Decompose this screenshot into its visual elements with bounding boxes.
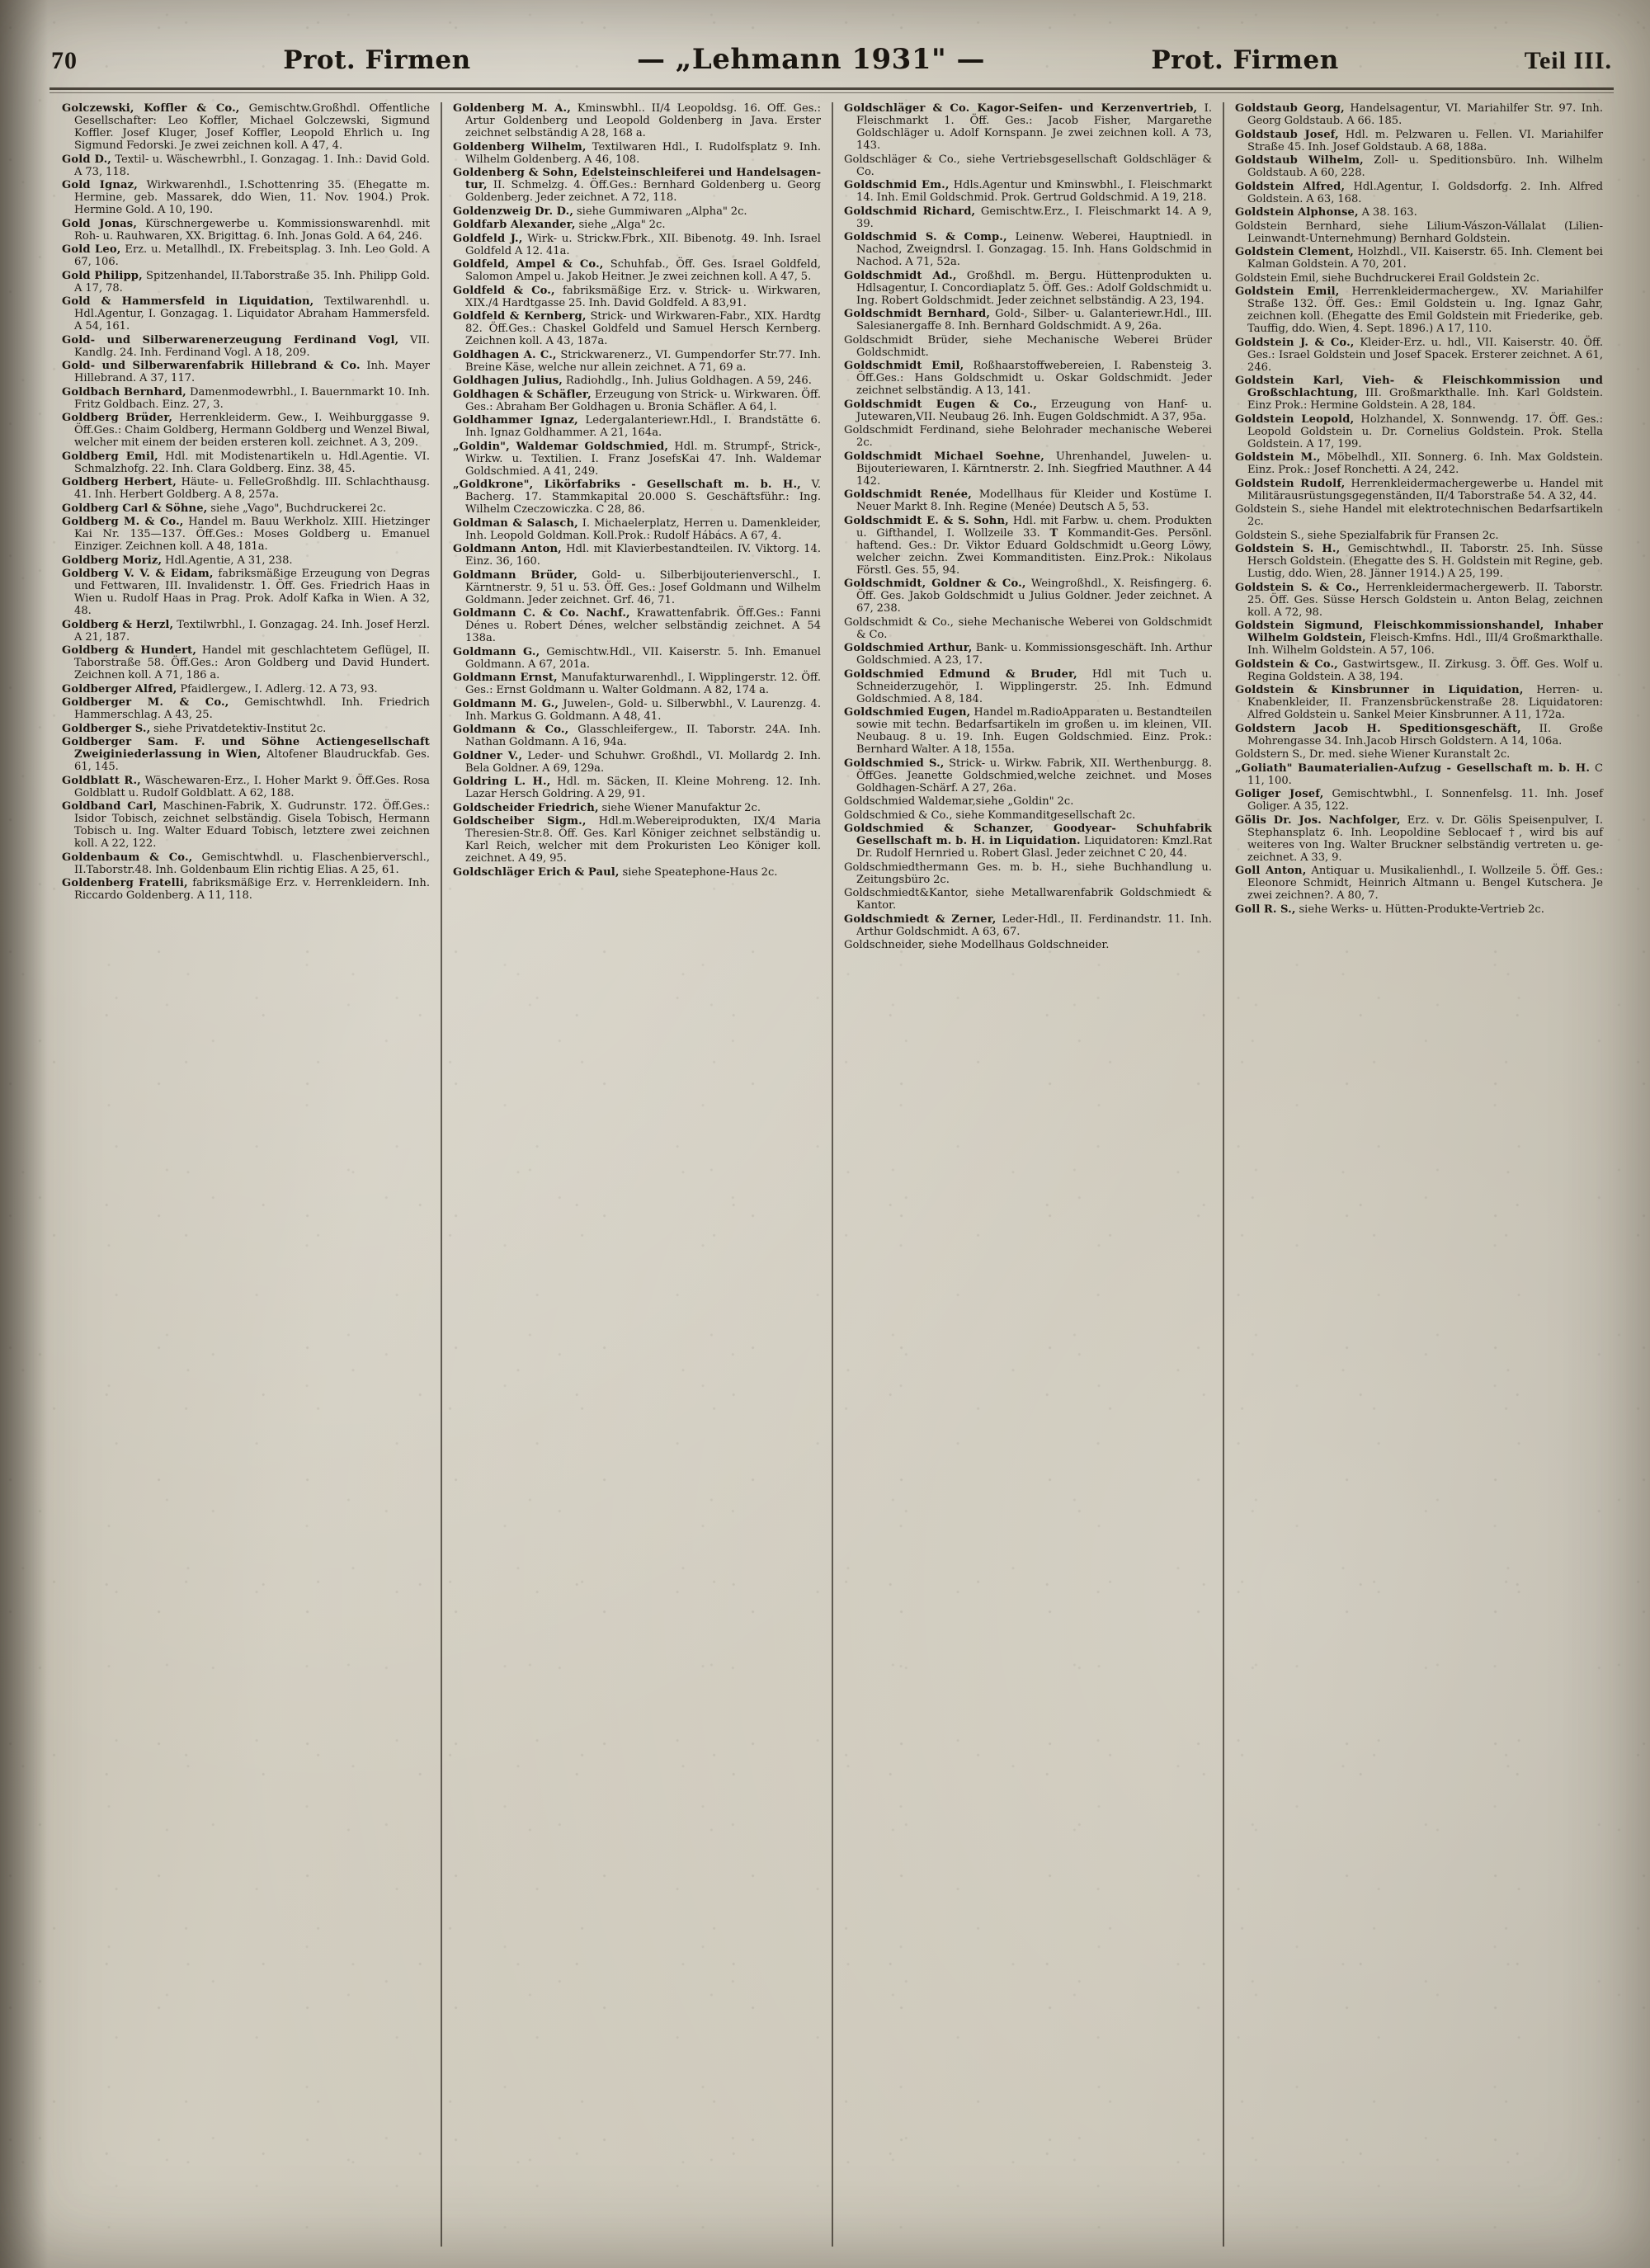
header-rule-thin <box>50 92 1614 93</box>
directory-entry: Goldschmied S., Strick- u. Wirkw. Fabrik, XII. Werthenburgg. 8. ÖffGes. Jeanette Goldschmied,welche zeichnet. und Moses Goldhagen-Schärf. A 27, 26a. <box>844 757 1213 795</box>
directory-entry: Goldfarb Alexander, siehe „Alga" 2c. <box>453 219 666 231</box>
directory-entry: Goldblatt R., Wäschewaren-Erz., I. Hoher Markt 9. Öff.Ges. Rosa Goldblatt u. Rudolf Goldblatt. A 62, 188. <box>62 774 430 799</box>
directory-entry: Goldenberg M. A., Kminswbhl.. II/4 Leopoldsg. 16. Öff. Ges.: Artur Goldenberg und Leopold Goldenberg in Java. Erster zeichnet selbständig A 28, 168 a. <box>453 102 821 139</box>
header-rule <box>50 87 1614 90</box>
directory-entry: Goldenberg Fratelli, fabriksmäßige Erz. v. Herrenkleidern. Inh. Riccardo Goldenberg. A 11, 118. <box>62 877 430 902</box>
directory-entry: Goldstaub Wilhelm, Zoll- u. Speditionsbüro. Inh. Wilhelm Goldstaub. A 60, 228. <box>1235 154 1603 179</box>
directory-entry: Goldschläger & Co., siehe Vertriebsgesellschaft Goldschläger & Co. <box>844 153 1212 178</box>
directory-entry: Goldschmidt Ad., Großhdl. m. Bergu. Hüttenprodukten u. Hdlsagentur, I. Concordiaplatz 5. Öff. Ges.: Adolf Goldschmidt u. Ing. Robert Goldschmidt. Jeder zeichnet selbständig. A 23, 194. <box>844 269 1212 307</box>
directory-entry: Goldschläger & Co. Kagor-Seifen- und Kerzenvertrieb, I. Fleischmarkt 1. Öff. Ges.: Jacob Fisher, Margarethe Goldschläger u. Adolf Kornspann. Je zwei zeichnen koll. A 73, 143. <box>844 102 1212 152</box>
header-left-label: Prot. Firmen <box>283 45 471 75</box>
directory-entry: Gölis Dr. Jos. Nachfolger, Erz. v. Dr. Gölis Speisenpulver, I. Stephansplatz 6. Inh. Leopoldine Seblocaef †, wird bis auf weiteres von Ing. Walter Bruckner selbständig vertreten u. gezeichnet. A 33, 9. <box>1235 813 1603 864</box>
directory-entry: Goldenberg & Sohn, Edelsteinschleiferei und Handelsagentur, II. Schmelzg. 4. Öff.Ges.: Bernhard Goldenberg u. Georg Goldenberg. Jeder zeichnet. A 72, 118. <box>453 167 821 204</box>
directory-entry: Goldschmidt, Goldner & Co., Weingroßhdl., X. Reisfingerg. 6. Öff. Ges. Jakob Goldschmidt u Julius Goldner. Jeder zeichnet. A 67, 238. <box>844 578 1212 615</box>
page-number: 70 <box>51 47 78 74</box>
directory-entry: Goldhagen & Schäfler, Erzeugung von Strick- u. Wirkwaren. Öff. Ges.: Abraham Ber Goldhagen u. Bronia Schäfler. A 64, l. <box>453 388 822 413</box>
directory-entry: Goldschmid Em., Hdls.Agentur und Kminswbhl., I. Fleischmarkt 14. Inh. Emil Goldschmid. Prok. Gertrud Goldschmid. A 19, 218. <box>844 179 1213 204</box>
directory-entry: Goldschmid Richard, Gemischtw.Erz., I. Fleischmarkt 14. A 9, 39. <box>844 205 1212 230</box>
directory-entry: Goldstein Bernhard, siehe Lilium-Vászon-Vállalat (Lilien-Leinwandt-Unternehmung) Bernhard Goldstein. <box>1235 219 1603 245</box>
directory-entry: Goldstein Alphonse, A 38. 163. <box>1235 206 1417 219</box>
directory-entry: Gold Leo, Erz. u. Metallhdl., IX. Frebeitsplag. 3. Inh. Leo Gold. A 67, 106. <box>62 243 430 268</box>
column-2 <box>441 102 832 2247</box>
directory-entry: Goldstein Sigmund, Fleischkommissionshandel, Inhaber Wilhelm Goldstein, Fleisch-Kmfns. Hdl., III/4 Großmarkthalle. Inh. Wilhelm Goldstein. A 57, 106. <box>1235 620 1603 657</box>
header-title: — „Lehmann 1931" — <box>636 43 986 76</box>
directory-entry: Gold & Hammersfeld in Liquidation, Textilwarenhdl. u. Hdl.Agentur, I. Gonzagag. 1. Liquidator Abraham Hammersfeld. A 54, 161. <box>62 295 430 332</box>
directory-entry: Goldberger S., siehe Privatdetektiv-Institut 2c. <box>62 722 327 735</box>
directory-entry: Goldschmid S. & Comp., Leinenw. Weberei, Hauptniedl. in Nachod, Zweigndrsl. I. Gonzagag. 15. Inh. Hans Goldschmid in Nachod. A 71, 52a. <box>844 231 1212 268</box>
directory-entry: Goldberger M. & Co., Gemischtwhdl. Inh. Friedrich Hammerschlag. A 43, 25. <box>62 696 430 721</box>
directory-entry: Goldfeld J., Wirk- u. Strickw.Fbrk., XII. Bibenotg. 49. Inh. Israel Goldfeld A 12. 41a. <box>453 232 821 257</box>
directory-entry: Goldstein Clement, Holzhdl., VII. Kaiserstr. 65. Inh. Clement bei Kalman Goldstein. A 70, 201. <box>1235 246 1603 271</box>
directory-entry: Goldstein Emil, siehe Buchdruckerei Erail Goldstein 2c. <box>1235 271 1539 285</box>
directory-entry: Goldstein M., Möbelhdl., XII. Sonnerg. 6. Inh. Max Goldstein. Einz. Prok.: Josef Ronchetti. A 24, 242. <box>1235 451 1603 476</box>
directory-entry: Goldfeld & Kernberg, Strick- und Wirkwaren-Fabr., XIX. Hardtg 82. Öff.Ges.: Chaskel Goldfeld und Samuel Hersch Kernberg. Zeichnen koll. A 43, 187a. <box>453 310 822 347</box>
page-left-shadow <box>0 0 48 2268</box>
directory-entry: Goldner V., Leder- und Schuhwr. Großhdl., VI. Mollardg 2. Inh. Bela Goldner. A 69, 129a. <box>453 749 821 775</box>
directory-entry: Gold Jonas, Kürschnergewerbe u. Kommissionswarenhdl. mit Roh- u. Rauhwaren, XX. Brigittag. 6. Inh. Jonas Gold. A 64, 246. <box>62 217 430 243</box>
directory-entry: Goldmann C. & Co. Nachf., Krawattenfabrik. Öff.Ges.: Fanni Dénes u. Robert Dénes, welcher selbständig zeichnet. A 54 138a. <box>453 607 821 644</box>
directory-entry: Goldstein J. & Co., Kleider-Erz. u. hdl., VII. Kaiserstr. 40. Öff. Ges.: Israel Goldstein und Josef Spacek. Ersterer zeichnet. A 61, 246. <box>1235 336 1603 374</box>
directory-entry: „Goldkrone", Likörfabriks - Gesellschaft m. b. H., V. Bacherg. 17. Stammkapital 20.000 S. Geschäftsführ.: Ing. Wilhelm Czeczowiczka. C 28, 86. <box>453 479 821 516</box>
directory-entry: Goldstein Alfred, Hdl.Agentur, I. Goldsdorfg. 2. Inh. Alfred Goldstein. A 63, 168. <box>1235 180 1603 205</box>
directory-entry: Goldberger Alfred, Pfaidlergew., I. Adlerg. 12. A 73, 93. <box>62 682 378 695</box>
directory-entry: Goldhagen A. C., Strickwarenerz., VI. Gumpendorfer Str.77. Inh. Breine Käse, welche nur allein zeichnet. A 71, 69 a. <box>453 348 821 374</box>
header-right-label: Prot. Firmen <box>1151 45 1339 75</box>
directory-entry: Goldstein Leopold, Holzhandel, X. Sonnwendg. 17. Öff. Ges.: Leopold Goldstein u. Dr. Cornelius Goldstein. Prok. Stella Goldstein. A 17, 199. <box>1235 413 1603 450</box>
directory-entry: Goldmann Brüder, Gold- u. Silberbijouterienverschl., I. Kärntnerstr. 9, 51 u. 53. Öff. Ges.: Josef Goldmann und Wilhelm Goldmann. Jeder zeichnet. Grf. 46, 71. <box>453 568 822 606</box>
directory-entry: Goldstein Rudolf, Herrenkleidermachergewerbe u. Handel mit Militärausrüstungsgegenständen, II/4 Taborstraße 54. A 32, 44. <box>1235 477 1603 502</box>
directory-entry: Gold D., Textil- u. Wäschewrbhl., I. Gonzagag. 1. Inh.: David Gold. A 73, 118. <box>62 153 430 178</box>
directory-entry: Goldmann G., Gemischtw.Hdl., VII. Kaiserstr. 5. Inh. Emanuel Goldmann. A 67, 201a. <box>453 645 821 671</box>
directory-entry: Gold Ignaz, Wirkwarenhdl., I.Schottenring 35. (Ehegatte m. Hermine, geb. Massarek, ddo Wien, 11. Nov. 1904.) Prok. Hermine Gold. A 10, 190. <box>62 179 430 216</box>
directory-entry: Goldmann Anton, Hdl. mit Klavierbestandteilen. IV. Viktorg. 14. Einz. 36, 160. <box>453 543 821 568</box>
directory-entry: Goldfeld & Co., fabriksmäßige Erz. v. Strick- u. Wirkwaren, XIX./4 Hardtgasse 25. Inh. David Goldfeld. A 83,91. <box>453 284 821 309</box>
directory-entry: Goldschmidt Ferdinand, siehe Belohrader mechanische Weberei 2c. <box>844 424 1212 449</box>
directory-entry: Goldenberg Wilhelm, Textilwaren Hdl., I. Rudolfsplatz 9. Inh. Wilhelm Goldenberg. A 46, 108. <box>453 140 821 166</box>
directory-entry: Goldstern S., Dr. med. siehe Wiener Kuranstalt 2c. <box>1235 748 1511 761</box>
directory-entry: Goldman & Salasch, I. Michaelerplatz, Herren u. Damenkleider, Inh. Leopold Goldman. Koll.Prok.: Rudolf Hábács. A 67, 4. <box>453 516 822 542</box>
directory-entry: Goldberg & Hundert, Handel mit geschlachtetem Geflügel, II. Taborstraße 58. Öff.Ges.: Aron Goldberg und David Hundert. Zeichnen koll. A 71, 186 a. <box>62 644 430 681</box>
directory-entry: Goldschmied Waldemar,siehe „Goldin" 2c. <box>844 795 1074 808</box>
directory-entry: Goldberg V. V. & Eidam, fabriksmäßige Erzeugung von Degras und Fettwaren, III. Invalidenstr. 1. Öff. Ges. Friedrich Haas in Wien u. Rudolf Haas in Prag. Prok. Adolf Kafka in Wien. A 32, 48. <box>62 568 430 617</box>
page-header <box>51 43 1612 84</box>
directory-entry: Goldstein S., siehe Handel mit elektrotechnischen Bedarfsartikeln 2c. <box>1235 503 1603 528</box>
directory-entry: Goldmann M. G., Juwelen-, Gold- u. Silberwbhl., V. Laurenzg. 4. Inh. Markus G. Goldmann. A 48, 41. <box>453 697 821 723</box>
directory-entry: Goldscheiber Sigm., Hdl.m.Webereiprodukten, IX/4 Maria Theresien-Str.8. Öff. Ges. Karl Königer zeichnet selbständig u. Karl Reich, welcher mit dem Prokuristen Leo Königer koll. zeichnet. A 49, 95. <box>453 815 821 865</box>
directory-entry: Goldschmied Eugen, Handel m.RadioApparaten u. Bestandteilen sowie mit techn. Bedarfsartikeln im großen u. im kleinen, VII. Neubaug. 8 u. 19. Inh. Eugen Goldschmied. Einz. Prok.: Bernhard Walter. A 18, 155a. <box>844 706 1213 756</box>
directory-entry: Goldstaub Josef, Hdl. m. Pelzwaren u. Fellen. VI. Mariahilfer Straße 45. Inh. Josef Goldstaub. A 68, 188a. <box>1235 128 1603 153</box>
directory-entry: Goldschmiedthermann Ges. m. b. H., siehe Buchhandlung u. Zeitungsbüro 2c. <box>844 861 1212 886</box>
directory-entry: „Goliath" Baumaterialien-Aufzug - Gesellschaft m. b. H. C 11, 100. <box>1235 762 1603 787</box>
directory-entry: Goldenzweig Dr. D., siehe Gummiwaren „Alpha" 2c. <box>453 205 747 218</box>
directory-entry: Goldschmiedt & Zerner, Leder-Hdl., II. Ferdinandstr. 11. Inh. Arthur Goldschmidt. A 63, 67. <box>844 912 1212 938</box>
directory-entry: Goldschmidt Renée, Modellhaus für Kleider und Kostüme I. Neuer Markt 8. Inh. Regine (Menée) Deutsch A 5, 53. <box>844 488 1212 513</box>
directory-entry: Goldmann & Co., Glasschleifergew., II. Taborstr. 24A. Inh. Nathan Goldmann. A 16, 94a. <box>453 724 821 748</box>
column-1 <box>51 102 441 2247</box>
directory-entry: Goldberg Emil, Hdl. mit Modistenartikeln u. Hdl.Agentie. VI. Schmalzhofg. 22. Inh. Clara Goldberg. Einz. 38, 45. <box>62 450 430 475</box>
directory-entry: Goldscheider Friedrich, siehe Wiener Manufaktur 2c. <box>453 801 761 814</box>
directory-entry: Goldschmied & Co., siehe Kommanditgesellschaft 2c. <box>844 809 1136 822</box>
directory-entry: Goldberg M. & Co., Handel m. Bauu Werkholz. XIII. Hietzinger Kai Nr. 135—137. Öff.Ges.: Moses Goldberg u. Emanuel Einziger. Zeichnen koll. A 48, 181a. <box>62 516 430 553</box>
directory-entry: Goldschmied Arthur, Bank- u. Kommissionsgeschäft. Inh. Arthur Goldschmied. A 23, 17. <box>844 642 1213 667</box>
directory-entry: Goldstein S. & Co., Herrenkleidermachergewerb. II. Taborstr. 25. Öff. Ges. Süsse Hersch Goldstein u. Anton Belag, zeichnen koll. A 72, 98. <box>1235 581 1604 619</box>
directory-entry: Goldhagen Julius, Radiohdlg., Inh. Julius Goldhagen. A 59, 246. <box>453 375 812 387</box>
directory-entry: Goldschneider, siehe Modellhaus Goldschneider. <box>844 939 1110 951</box>
directory-entry: Goldschmidt Michael Soehne, Uhrenhandel, Juwelen- u. Bijouteriewaren, I. Kärntnerstr. 2. Inh. Siegfried Mauthner. A 44 142. <box>844 450 1212 488</box>
directory-entry: Golczewski, Koffler & Co., Gemischtw.Großhdl. Öffentliche Gesellschafter: Leo Koffler, Michael Golczewski, Sigmund Koffler. Josef Kluger, Josef Koffler, Leopold Ehrlich u. Ing Sigmund Fedorski. Je zwei zeichnen koll. A 47, 4. <box>62 102 431 152</box>
directory-entry: Gold- und Silberwarenfabrik Hillebrand & Co. Inh. Mayer Hillebrand. A 37, 117. <box>62 360 430 384</box>
directory-entry: Goldhammer Ignaz, Ledergalanteriewr.Hdl., I. Brandstätte 6. Inh. Ignaz Goldhammer. A 21, 164a. <box>453 414 821 439</box>
directory-entry: Goldstein & Co., Gastwirtsgew., II. Zirkusg. 3. Öff. Ges. Wolf u. Regina Goldstein. A 38, 194. <box>1235 658 1604 683</box>
directory-entry: Goldstein & Kinsbrunner in Liquidation, Herren- u. Knabenkleider, II. Franzensbrückenstraße 28. Liquidatoren: Alfred Goldstein u. Sankel Meier Kinsbrunner. A 11, 172a. <box>1235 684 1603 721</box>
directory-entry: Goldschmidt Brüder, siehe Mechanische Weberei Brüder Goldschmidt. <box>844 333 1212 359</box>
directory-entry: Goldberg Brüder, Herrenkleiderm. Gew., I. Weihburggasse 9. Öff.Ges.: Chaim Goldberg, Hermann Goldberg und Wenzel Biwal, welcher mit einem der beiden ersteren koll. zeichnet. A 3, 209. <box>62 412 431 449</box>
directory-entry: Goldschmied Edmund & Bruder, Hdl mit Tuch u. Schneiderzugehör, I. Wipplingerstr. 25. Inh. Edmund Goldschmied. A 8, 184. <box>844 667 1212 705</box>
directory-entry: Goldstaub Georg, Handelsagentur, VI. Mariahilfer Str. 97. Inh. Georg Goldstaub. A 66. 185. <box>1235 102 1603 127</box>
directory-entry: Goldberger Sam. F. und Söhne Actiengesellschaft Zweiginiederlassung in Wien, Altofener Blaudruckfab. Ges. 61, 145. <box>62 736 430 773</box>
directory-entry: Goldschläger Erich & Paul, siehe Speatephone-Haus 2c. <box>453 865 778 879</box>
directory-entry: Goldberg Carl & Söhne, siehe „Vago", Buchdruckerei 2c. <box>62 502 387 515</box>
directory-entry: Goldschmied & Schanzer, Goodyear- Schuhfabrik Gesellschaft m. b. H. in Liquidation. Liquidatoren: Kmzl.Rat Dr. Rudolf Hernried u. Robert Glasl. Jeder zeichnet C 20, 44. <box>844 823 1212 860</box>
directory-entry: Goldschmiedt&Kantor, siehe Metallwarenfabrik Goldschmiedt & Kantor. <box>844 887 1212 912</box>
directory-entry: Goldberg Herbert, Häute- u. FelleGroßhdlg. III. Schlachthausg. 41. Inh. Herbert Goldberg. A 8, 257a. <box>62 476 430 501</box>
directory-entry: Goldschmidt Bernhard, Gold-, Silber- u. Galanteriewr.Hdl., III. Salesianergaffe 8. Inh. Bernhard Goldschmidt. A 9, 26a. <box>844 308 1212 332</box>
column-3 <box>832 102 1223 2247</box>
directory-entry: Goldenbaum & Co., Gemischtwhdl. u. Flaschenbierverschl., II.Taborstr.48. Inh. Goldenbaum Elin richtig Elias. A 25, 61. <box>62 851 431 876</box>
directory-entry: Goldstein S., siehe Spezialfabrik für Fransen 2c. <box>1235 529 1499 542</box>
directory-entry: Goldberg Moriz, Hdl.Agentie, A 31, 238. <box>62 554 293 567</box>
directory-columns <box>51 102 1614 2247</box>
directory-entry: „Goldin", Waldemar Goldschmied, Hdl. m. Strumpf-, Strick-, Wirkw. u. Textilien. I. Franz JosefsKai 47. Inh. Waldemar Goldschmied. A 41, 249. <box>453 440 821 478</box>
directory-entry: Goldmann Ernst, Manufakturwarenhdl., I. Wipplingerstr. 12. Öff. Ges.: Ernst Goldmann u. Walter Goldmann. A 82, 174 a. <box>453 672 821 696</box>
directory-entry: Goliger Josef, Gemischtwbhl., I. Sonnenfelsg. 11. Inh. Josef Goliger. A 35, 122. <box>1235 788 1603 813</box>
directory-entry: Gold- und Silberwarenerzeugung Ferdinand Vogl, VII. Kandlg. 24. Inh. Ferdinand Vogl. A 18, 209. <box>62 333 431 359</box>
directory-entry: Goldschmidt E. & S. Sohn, Hdl. mit Farbw. u. chem. Produkten u. Gifthandel, I. Wollzeile 33. T Kommandit-Ges. Persönl. haftend. Ges.: Dr. Viktor Eduard Goldschmidt u.Georg Löwy, welcher zeichn. Zwei Kommanditisten. Einz.Prok.: Nikolaus Förstl. Ges. 55, 94. <box>844 514 1212 577</box>
directory-entry: Goldfeld, Ampel & Co., Schuhfab., Öff. Ges. Israel Goldfeld, Salomon Ampel u. Jakob Heitner. Je zwei zeichnen koll. A 47, 5. <box>453 258 821 283</box>
directory-entry: Goldstein Emil, Herrenkleidermachergew., XV. Mariahilfer Straße 132. Öff. Ges.: Emil Goldstein u. Ing. Ignaz Gahr, zeichnen koll. (Ehegatte des Emil Goldstein mit Friederike, geb. Tauffig, ddo. Wien, 4. Sept. 1896.) A 17, 110. <box>1235 285 1603 335</box>
directory-entry: Gold Philipp, Spitzenhandel, II.Taborstraße 35. Inh. Philipp Gold. A 17, 78. <box>62 269 430 295</box>
directory-entry: Goldschmidt & Co., siehe Mechanische Weberei von Goldschmidt & Co. <box>844 615 1212 641</box>
directory-entry: Goll R. S., siehe Werks- u. Hütten-Produkte-Vertrieb 2c. <box>1235 903 1544 916</box>
directory-entry: Goldschmidt Emil, Roßhaarstoffwebereien, I. Rabensteig 3. Öff.Ges.: Hans Goldschmidt u. Oskar Goldschmidt. Jeder zeichnet selbständig. A 13, 141. <box>844 360 1212 397</box>
directory-entry: Goldring L. H., Hdl. m. Säcken, II. Kleine Mohreng. 12. Inh. Lazar Hersch Goldring. A 29, 91. <box>453 776 821 800</box>
directory-entry: Goldbach Bernhard, Damenmodewrbhl., I. Bauernmarkt 10. Inh. Fritz Goldbach. Einz. 27, 3. <box>62 385 430 411</box>
directory-entry: Goldstern Jacob H. Speditionsgeschäft, II. Große Mohrengasse 34. Inh.Jacob Hirsch Goldstern. A 14, 106a. <box>1235 722 1604 747</box>
directory-entry: Goldstein Karl, Vieh- & Fleischkommission und Großschlachtung, III. Großmarkthalle. Inh. Karl Goldstein. Einz Prok.: Hermine Goldstein. A 28, 184. <box>1235 375 1603 412</box>
directory-entry: Goldschmidt Eugen & Co., Erzeugung von Hanf- u. Jutewaren,VII. Neubaug 26. Inh. Eugen Goldschmidt. A 37, 95a. <box>844 398 1213 423</box>
column-4 <box>1223 102 1614 2247</box>
directory-entry: Goldband Carl, Maschinen-Fabrik, X. Gudrunstr. 172. Öff.Ges.: Isidor Tobisch, zeichnet selbständig. Gisela Tobisch, Hermann Tobisch u. Ing. Walter Eduard Tobisch, letztere zwei zeichnen koll. A 22, 122. <box>62 800 430 850</box>
directory-entry: Goldberg & Herzl, Textilwrbhl., I. Gonzagag. 24. Inh. Josef Herzl. A 21, 187. <box>62 618 431 644</box>
directory-entry: Goldstein S. H., Gemischtwhdl., II. Taborstr. 25. Inh. Süsse Hersch Goldstein. (Ehegatte des S. H. Goldstein mit Regine, geb. Lustig, ddo. Wien, 28. Jänner 1914.) A 25, 199. <box>1235 543 1603 580</box>
header-part-label: Teil III. <box>1524 47 1612 74</box>
directory-entry: Goll Anton, Antiquar u. Musikalienhdl., I. Wollzeile 5. Öff. Ges.: Eleonore Schmidt, Heinrich Altmann u. Bengel Kutschera. Je zwei zeichnen?. A 80, 7. <box>1235 865 1603 902</box>
